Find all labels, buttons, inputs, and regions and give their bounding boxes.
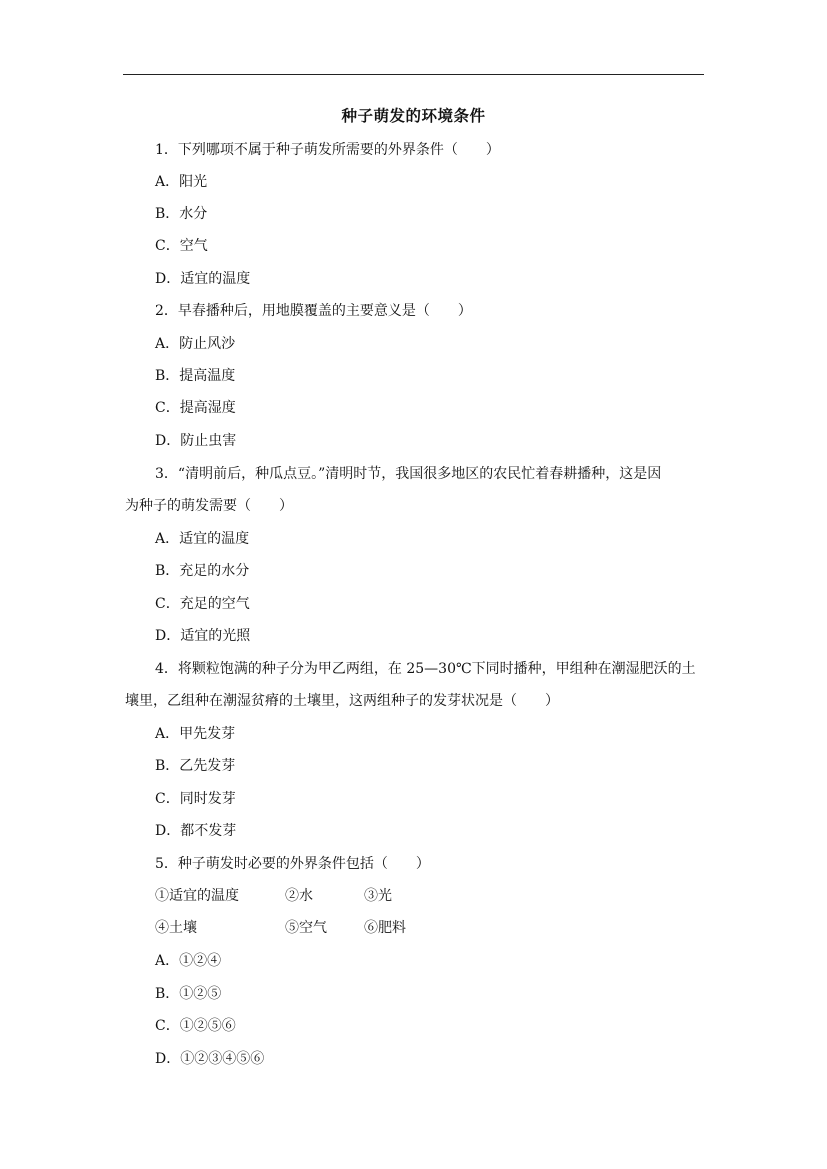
question-2-option-b: B．提高温度	[155, 368, 236, 384]
question-1-option-b: B．水分	[155, 206, 208, 222]
question-1-stem: 1．下列哪项不属于种子萌发所需要的外界条件（ ）	[155, 142, 500, 158]
question-1-option-c: C．空气	[155, 238, 208, 254]
question-3-stem-continued: 为种子的萌发需要（ ）	[125, 498, 293, 514]
question-4-stem-continued: 壤里，乙组种在潮湿贫瘠的土壤里，这两组种子的发芽状况是（ ）	[125, 693, 559, 709]
question-5-option-d: D．①②③④⑤⑥	[155, 1051, 265, 1067]
question-5-stem: 5．种子萌发时必要的外界条件包括（ ）	[155, 856, 430, 872]
question-2-option-a: A．防止风沙	[155, 336, 236, 352]
question-4-option-a: A．甲先发芽	[155, 726, 236, 742]
question-5-option-c: C．①②⑤⑥	[155, 1018, 236, 1034]
question-5-option-b: B．①②⑤	[155, 986, 222, 1002]
question-1-option-a: A．阳光	[155, 174, 208, 190]
condition-item: ⑤空气	[285, 920, 327, 936]
condition-item: ④土壤	[155, 920, 197, 936]
question-5-option-a: A．①②④	[155, 953, 222, 969]
question-3-option-d: D．适宜的光照	[155, 628, 251, 644]
question-3-stem: 3．“清明前后，种瓜点豆。”清明时节，我国很多地区的农民忙着春耕播种，这是因	[155, 466, 662, 482]
condition-item: ①适宜的温度	[155, 888, 239, 904]
question-3-option-a: A．适宜的温度	[155, 531, 250, 547]
header-rule	[123, 74, 704, 75]
page-title: 种子萌发的环境条件	[341, 107, 486, 125]
condition-item: ②水	[285, 888, 313, 904]
condition-item: ③光	[364, 888, 392, 904]
question-2-stem: 2．早春播种后，用地膜覆盖的主要意义是（ ）	[155, 303, 472, 319]
question-4-stem: 4．将颗粒饱满的种子分为甲乙两组，在 25—30℃下同时播种，甲组种在潮湿肥沃的土	[155, 661, 696, 677]
question-2-option-d: D．防止虫害	[155, 433, 237, 449]
question-4-option-c: C．同时发芽	[155, 791, 236, 807]
condition-item: ⑥肥料	[364, 920, 406, 936]
question-3-option-c: C．充足的空气	[155, 596, 250, 612]
question-1-option-d: D．适宜的温度	[155, 271, 251, 287]
question-4-option-b: B．乙先发芽	[155, 758, 236, 774]
question-3-option-b: B．充足的水分	[155, 563, 250, 579]
question-4-option-d: D．都不发芽	[155, 823, 237, 839]
question-2-option-c: C．提高湿度	[155, 400, 236, 416]
